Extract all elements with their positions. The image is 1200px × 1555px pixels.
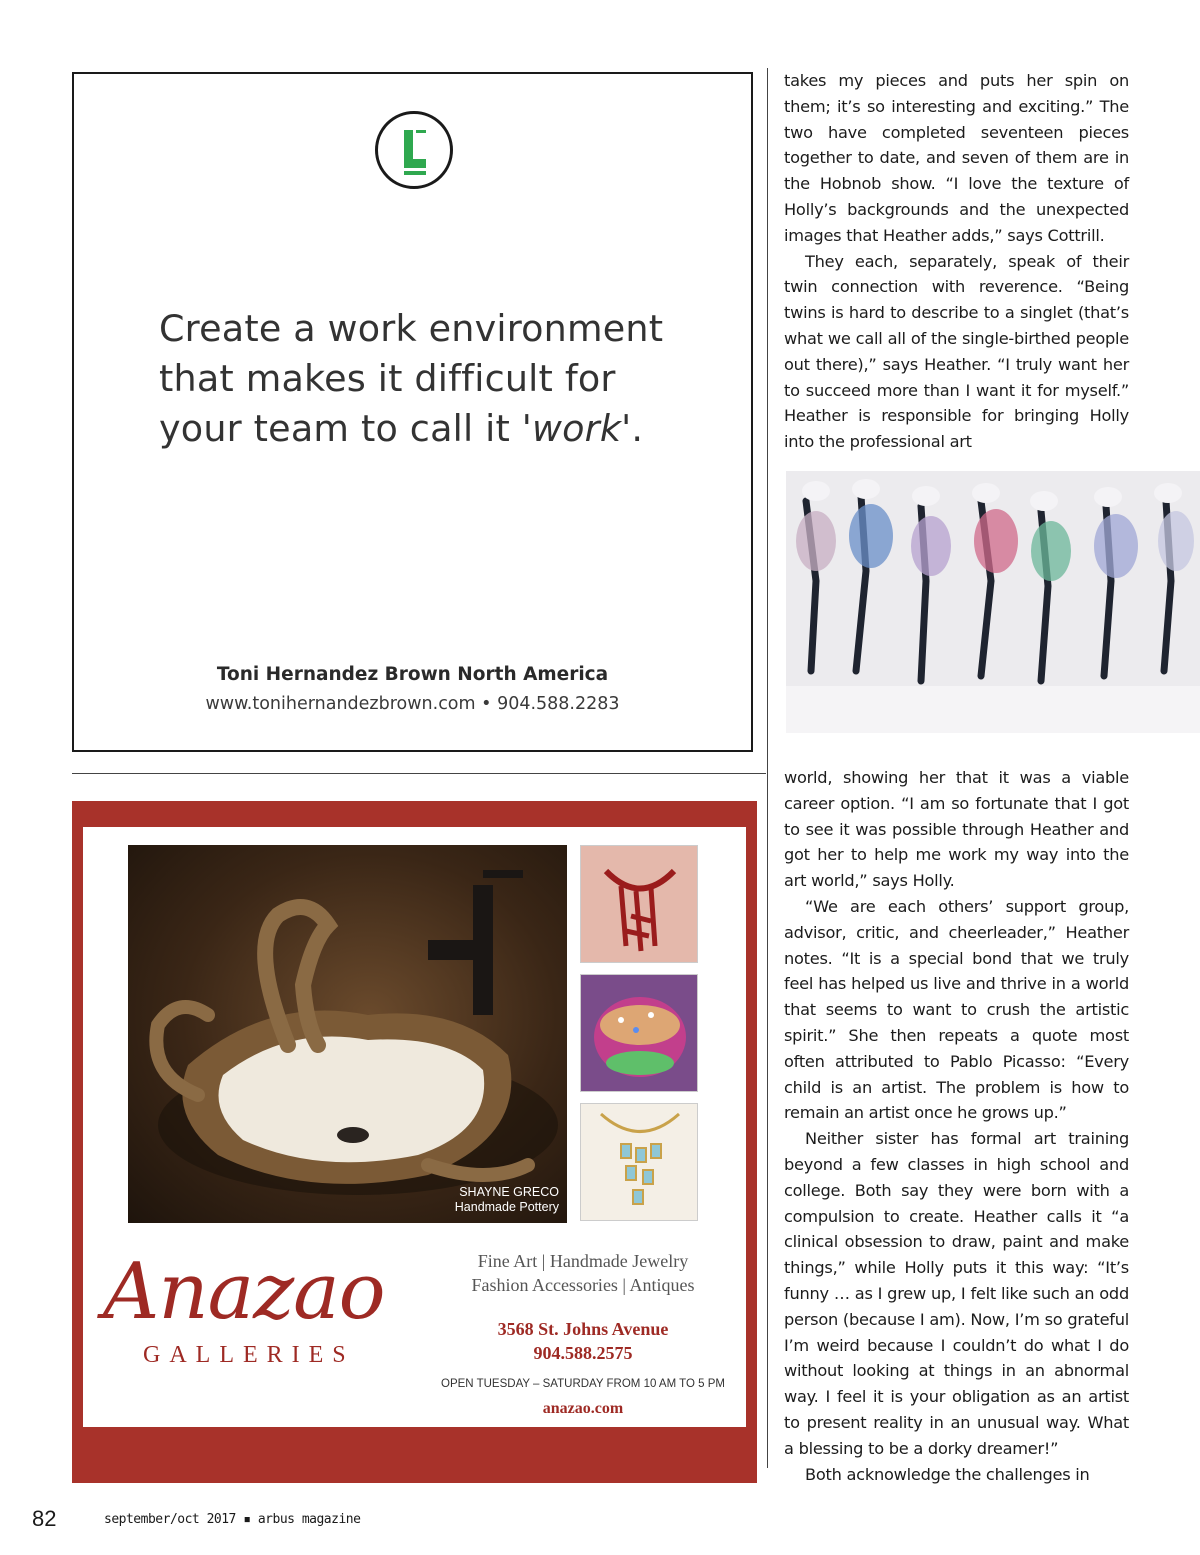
ad-website: www.tonihernandezbrown.com xyxy=(205,694,476,714)
article-paragraph: takes my pieces and puts her spin on them; it’s so interesting and exciting.” The two have completed seventeen pieces together to date, and seven of them are in the Hobnob show. “I love the texture of Holly’s backgrounds and the unexpected images that Heather adds,” says Cottrill. xyxy=(784,71,1129,245)
ad-quote-line-1: Create a work environment xyxy=(159,307,664,350)
photo-caption-artist: SHAYNE GRECO xyxy=(459,1185,559,1199)
ad-quote-italic-work: work xyxy=(532,407,622,450)
glass-vase-photo xyxy=(580,974,698,1092)
ad-contact-line xyxy=(74,694,751,714)
cyclists-painting xyxy=(786,471,1200,733)
gemstone-necklace-photo xyxy=(580,1103,698,1221)
article-column-bottom xyxy=(784,765,1129,1487)
article-paragraph: Both acknowledge the challenges in xyxy=(805,1464,1090,1484)
article-column-top xyxy=(784,68,1129,455)
anazao-ad-panel xyxy=(83,827,746,1427)
anazao-categories-line-2: Fashion Accessories | Antiques xyxy=(471,1275,695,1295)
page-number: 82 xyxy=(32,1506,57,1531)
magazine-folio: september/oct 2017 ▪ arbus magazine xyxy=(104,1512,361,1527)
octopus-sink-photo xyxy=(128,845,567,1223)
ad-phone: 904.588.2283 xyxy=(497,694,620,714)
anazao-phone: 904.588.2575 xyxy=(533,1343,633,1363)
ad-quote xyxy=(159,304,739,454)
anazao-address: 3568 St. Johns Avenue xyxy=(497,1319,669,1339)
anazao-logo-script: Anazao xyxy=(103,1247,385,1337)
ad-quote-line-2: that makes it difficult for xyxy=(159,357,616,400)
anazao-galleries-ad xyxy=(72,801,757,1483)
ad-separator: • xyxy=(481,694,492,714)
column-divider-horizontal xyxy=(72,773,766,774)
anazao-logo-galleries: GALLERIES xyxy=(143,1342,355,1368)
article-paragraph: They each, separately, speak of their twin connection with reverence. “Being twins is hard to describe to a singlet (that’s what we call all of the single-birthed people out there),” says Heather. “I truly want her to succeed more than I want it for myself.” Heather is responsible for bringing Holly into the professional art xyxy=(784,251,1129,452)
article-paragraph: “We are each others’ support group, advisor, critic, and cheerleader,” Heather notes. “It is a special bond that we truly feel has helped us live and thrive in a world that seems to want to crush the artistic spirit.” She then repeats a quote most often attributed to Pablo Picasso: “Every child is an artist. The problem is how to remain an artist once he grows up.” xyxy=(784,896,1129,1123)
ad-company-name: Toni Hernandez Brown North America xyxy=(216,664,609,685)
anazao-categories xyxy=(443,1249,723,1297)
article-paragraph: Neither sister has formal art training beyond a few classes in high school and college. Both say they were born with a compulsion to create. Heather calls it “a clinical obsession to draw, paint and make things,” while Holly puts it this way: “It’s funny … as I grew up, I felt like such an odd person (because I am). Now, I’m so grateful I’m weird because I couldn’t do what I do without looking at things in an abnormal way. I feel it is your obligation as an artist to present reality in an unusual way. What a blessing to be a dorky dreamer!” xyxy=(784,1129,1129,1458)
toni-hernandez-brown-ad xyxy=(72,72,753,752)
ad-quote-line-3 xyxy=(159,404,739,454)
ad-quote-line-3-prefix: your team to call it ' xyxy=(159,407,533,450)
photo-caption-medium: Handmade Pottery xyxy=(454,1200,559,1214)
column-divider-vertical xyxy=(767,68,768,1468)
article-paragraph: world, showing her that it was a viable career option. “I am so fortunate that I got to see it was possible through Heather and got her to help me work my way into the art world,” says Holly. xyxy=(784,768,1129,891)
anazao-categories-line-1: Fine Art | Handmade Jewelry xyxy=(477,1251,689,1271)
anazao-website: anazao.com xyxy=(542,1400,624,1417)
photo-caption xyxy=(455,1185,559,1215)
ad-quote-line-3-suffix: '. xyxy=(621,407,644,450)
anazao-hours: OPEN TUESDAY – SATURDAY FROM 10 AM TO 5 PM xyxy=(441,1378,725,1390)
toni-hernandez-brown-logo-icon xyxy=(375,111,453,189)
coral-necklace-photo xyxy=(580,845,698,963)
